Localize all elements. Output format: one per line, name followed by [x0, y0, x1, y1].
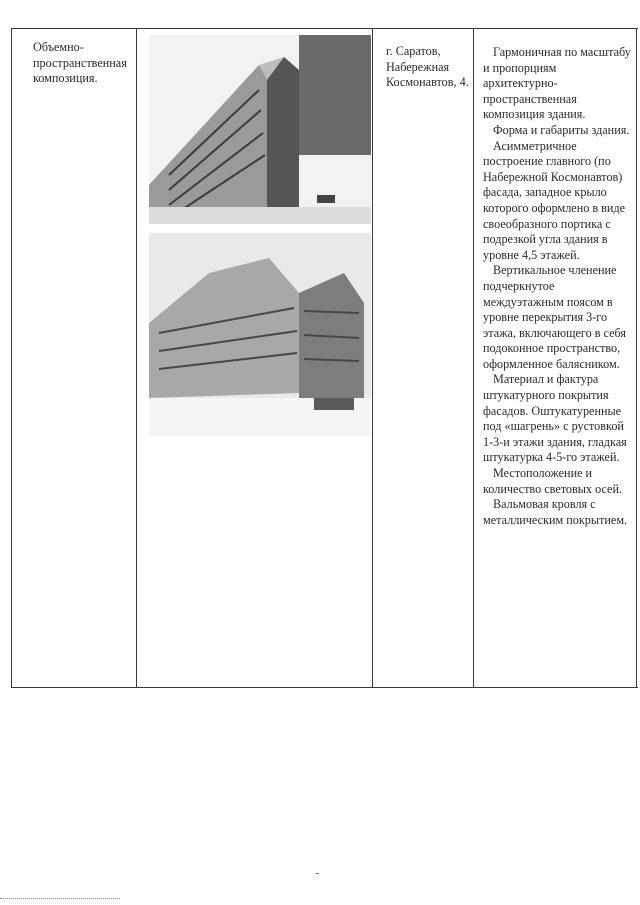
- description-table: [11, 28, 638, 688]
- description-text: [483, 45, 631, 528]
- column-divider-3: [473, 29, 474, 687]
- description-paragraph: Местоположение и количество световых осей.: [483, 466, 623, 496]
- feature-label: Объемно-пространственная композиция.: [33, 40, 127, 86]
- building-photo-icon: [149, 35, 371, 224]
- description-paragraph: Асимметричное построение главного (по Набережной Космонавтов) фасада, западное крыло которого оформлено в виде своеобразного портика с подрезкой угла здания в уровне 4,5 этажей.: [483, 138, 626, 262]
- description-paragraph: Вальмовая кровля с металлическим покрытием.: [483, 497, 628, 527]
- table-border-left: [11, 29, 12, 687]
- table-border-right: [636, 29, 637, 687]
- description-paragraph: Материал и фактура штукатурного покрытия фасадов. Оштукатуренные под «шагрень» с рустовкой 1-3-и этажи здания, гладкая штукатурка 4-5-го этажей.: [483, 372, 627, 465]
- column-divider-2: [372, 29, 373, 687]
- description-paragraph: Вертикальное членение подчеркнутое междуэтажным поясом в уровне перекрытия 3-го этажа, включающего в себя подоконное пространство, оформленное балясником.: [483, 263, 626, 371]
- address-text: г. Саратов, Набережная Космонавтов, 4.: [386, 44, 469, 90]
- building-corner-photo-icon: [149, 233, 371, 436]
- page-mark: [316, 873, 319, 874]
- description-paragraph: Форма и габариты здания.: [493, 122, 630, 137]
- column-divider-1: [136, 29, 137, 687]
- description-paragraph: Гармоничная по масштабу и пропорциям архитектурно-пространственная композиция здания.: [483, 45, 631, 122]
- footnote-divider: [0, 898, 120, 899]
